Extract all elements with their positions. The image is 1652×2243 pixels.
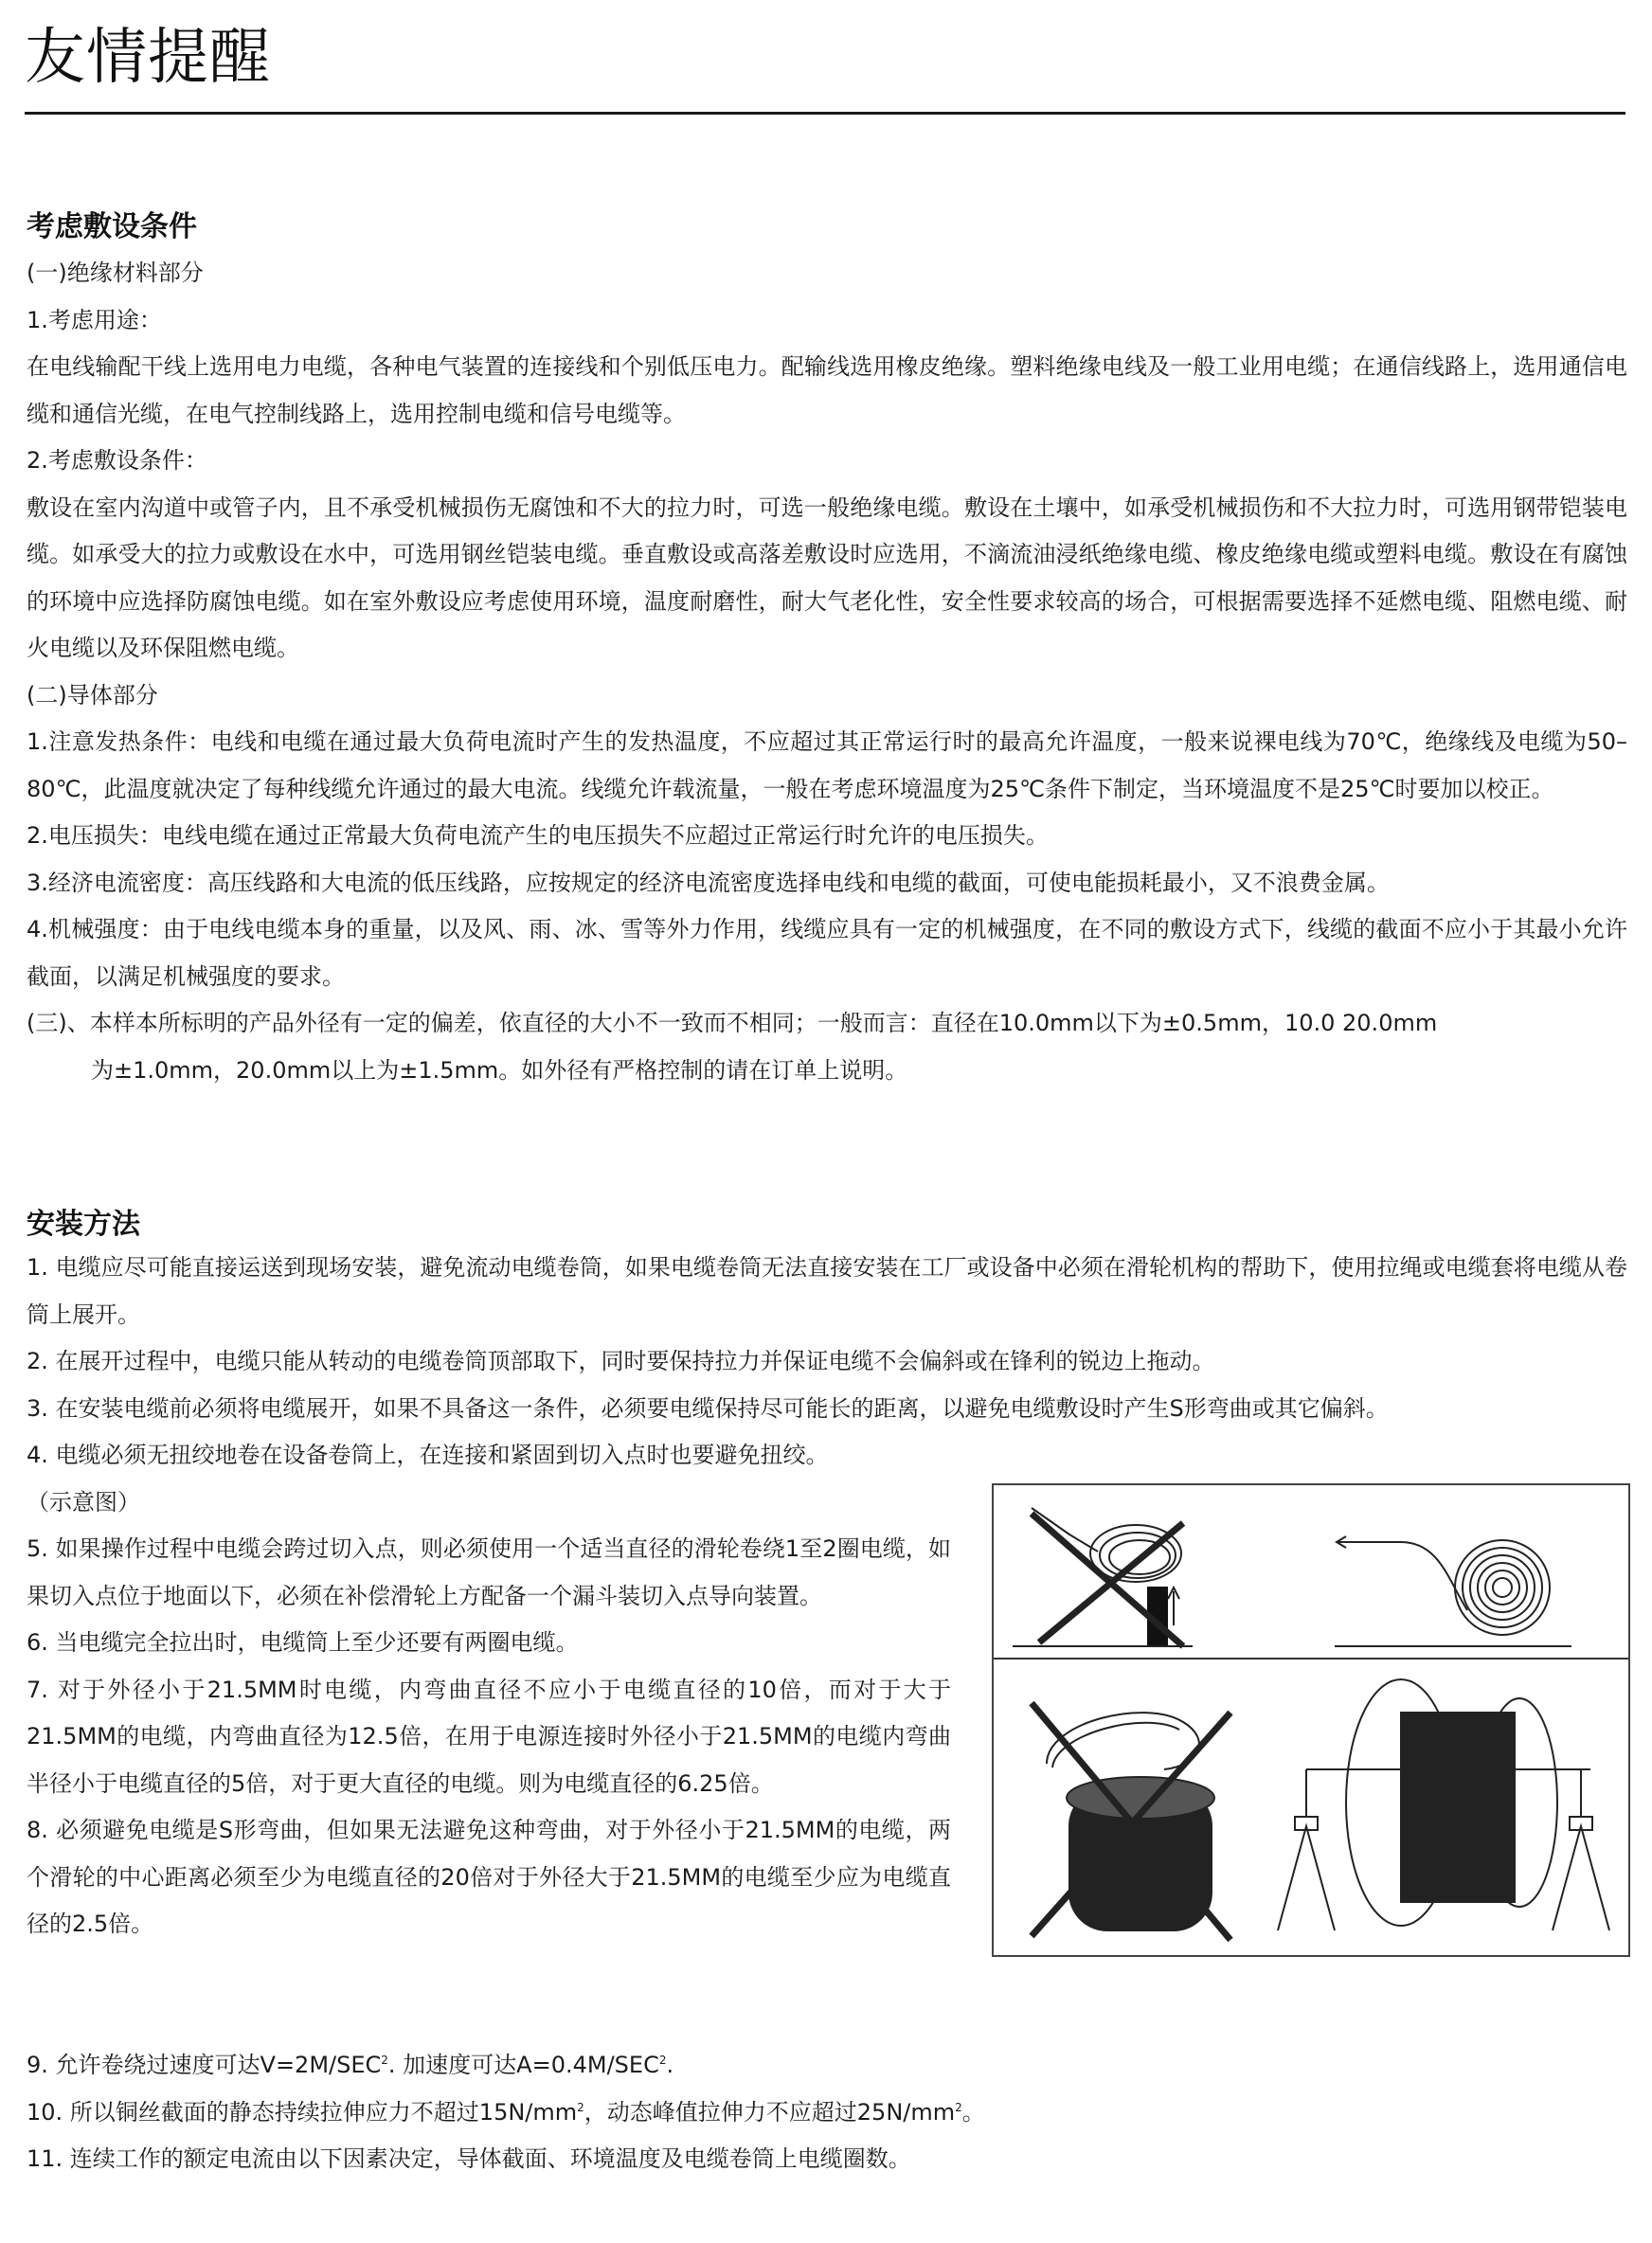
wrong-coil-pile-drawing [1013, 1508, 1193, 1646]
section-heading-laying-conditions: 考虑敷设条件 [27, 210, 197, 243]
item-diameter-tolerance-cont: 为±1.0mm，20.0mm以上为±1.5mm。如外径有严格控制的请在订单上说明。 [91, 1056, 908, 1084]
install-item-5: 5. 如果操作过程中电缆会跨过切入点，则必须使用一个适当直径的滑轮卷绕1至2圈电缆，如果切入点位于地面以下，必须在补偿滑轮上方配备一个漏斗装切入点导向装置。 [27, 1535, 951, 1609]
install-item-1: 1. 电缆应尽可能直接运送到现场安装，避免流动电缆卷筒，如果电缆卷筒无法直接安装在工厂或设备中必须在滑轮机构的帮助下，使用拉绳或电缆套将电缆从卷筒上展开。 [27, 1254, 1627, 1328]
item-current-density: 3.经济电流密度：高压线路和大电流的低压线路，应按规定的经济电流密度选择电线和电缆的截面，可使电能损耗最小，又不浪费金属。 [27, 869, 1390, 896]
install-item-6: 6. 当电缆完全拉出时，电缆筒上至少还要有两圈电缆。 [27, 1629, 579, 1656]
wrong-drum-drawing [1032, 1703, 1230, 1940]
install-item-9: 9. 允许卷绕过速度可达$V=2M/SEC^2$. 加速度可达$A=0.4M/SEC^2$. [27, 2052, 674, 2078]
title-divider [25, 112, 1625, 115]
cable-drum-diagram [992, 1483, 1630, 1957]
subsection-conductor: (二)导体部分 [27, 681, 158, 709]
installation-body-narrow [27, 1432, 951, 1948]
page-title: 友情提醒 [25, 23, 271, 93]
diagram-graphic [994, 1485, 1628, 1955]
install-item-8: 8. 必须避免电缆是S形弯曲，但如果无法避免这种弯曲，对于外径小于21.5MM的电缆，两个滑轮的中心距离必须至少为电缆直径的20倍对于外径大于21.5MM的电缆至少应为电缆直径的2.5倍。 [27, 1817, 951, 1937]
installation-body-tail [27, 2042, 1627, 2183]
subsection-insulation: (一)绝缘材料部分 [27, 260, 204, 286]
item-heating: 1.注意发热条件：电线和电缆在通过最大负荷电流时产生的发热温度，不应超过其正常运行时的最高允许温度，一般来说裸电线为70℃，绝缘线及电缆为50–80℃，此温度就决定了每种线缆允许通过的最大电流。线缆允许载流量，一般在考虑环境温度为25℃条件下制定，当环境温度不是25℃时要加以校正。 [27, 728, 1627, 802]
install-item-7: 7. 对于外径小于21.5MM时电缆，内弯曲直径不应小于电缆直径的10倍，而对于大于21.5MM的电缆，内弯曲直径为12.5倍，在用于电源连接时外径小于21.5MM的电缆内弯曲半径小于电缆直径的5倍，对于更大直径的电缆。则为电缆直径的6.25倍。 [27, 1676, 951, 1797]
item-diameter-tolerance: (三)、本样本所标明的产品外径有一定的偏差，依直径的大小不一致而不相同；一般而言：直径在10.0mm以下为±0.5mm，10.0 20.0mm [27, 1010, 1438, 1036]
item-mechanical-strength: 4.机械强度：由于电线电缆本身的重量，以及风、雨、冰、雪等外力作用，线缆应具有一定的机械强度，在不同的敷设方式下，线缆的截面不应小于其最小允许截面，以满足机械强度的要求。 [27, 916, 1627, 990]
install-item-3: 3. 在安装电缆前必须将电缆展开，如果不具备这一条件，必须要电缆保持尽可能长的距离，以避免电缆敷设时产生S形弯曲或其它偏斜。 [27, 1394, 1389, 1422]
flat-coil-drawing [1335, 1536, 1571, 1646]
laying-conditions-body [27, 250, 1627, 1094]
install-item-10: 10. 所以铜丝截面的静态持续拉伸应力不超过$15N/mm^2$，动态峰值拉伸力不应超过$25N/mm^2$。 [27, 2098, 985, 2126]
install-item-4: 4. 电缆必须无扭绞地卷在设备卷筒上，在连接和紧固到切入点时也要避免扭绞。 [27, 1442, 829, 1468]
item-voltage-loss: 2.电压损失：电线电缆在通过正常最大负荷电流产生的电压损失不应超过正常运行时允许的电压损失。 [27, 822, 1049, 849]
paragraph-usage: 在电线输配干线上选用电力电缆，各种电气装置的连接线和个别低压电力。配输线选用橡皮绝缘。塑料绝缘电线及一般工业用电缆；在通信线路上，选用通信电缆和通信光缆，在电气控制线路上，选用控制电缆和信号电缆等。 [27, 353, 1627, 427]
install-item-2: 2. 在展开过程中，电缆只能从转动的电缆卷筒顶部取下，同时要保持拉力并保证电缆不会偏斜或在锋利的锐边上拖动。 [27, 1348, 1215, 1374]
installation-body-full [27, 1245, 1627, 1432]
correct-drum-drawing [1278, 1679, 1609, 1930]
diagram-caption: （示意图） [27, 1488, 140, 1516]
paragraph-laying: 敷设在室内沟道中或管子内，且不承受机械损伤无腐蚀和不大的拉力时，可选一般绝缘电缆。敷设在土壤中，如承受机械损伤和不大拉力时，可选用钢带铠装电缆。如承受大的拉力或敷设在水中，可选用钢丝铠装电缆。垂直敷设或高落差敷设时应选用，不滴流油浸纸绝缘电缆、橡皮绝缘电缆或塑料电缆。敷设在有腐蚀的环境中应选择防腐蚀电缆。如在室外敷设应考虑使用环境，温度耐磨性，耐大气老化性，安全性要求较高的场合，可根据需要选择不延燃电缆、阻燃电缆、耐火电缆以及环保阻燃电缆。 [27, 493, 1627, 661]
section-heading-installation: 安装方法 [27, 1208, 140, 1241]
item-consider-usage: 1.考虑用途： [27, 306, 162, 333]
install-item-11: 11. 连续工作的额定电流由以下因素决定，导体截面、环境温度及电缆卷筒上电缆圈数。 [27, 2145, 911, 2172]
item-consider-laying: 2.考虑敷设条件： [27, 447, 207, 474]
